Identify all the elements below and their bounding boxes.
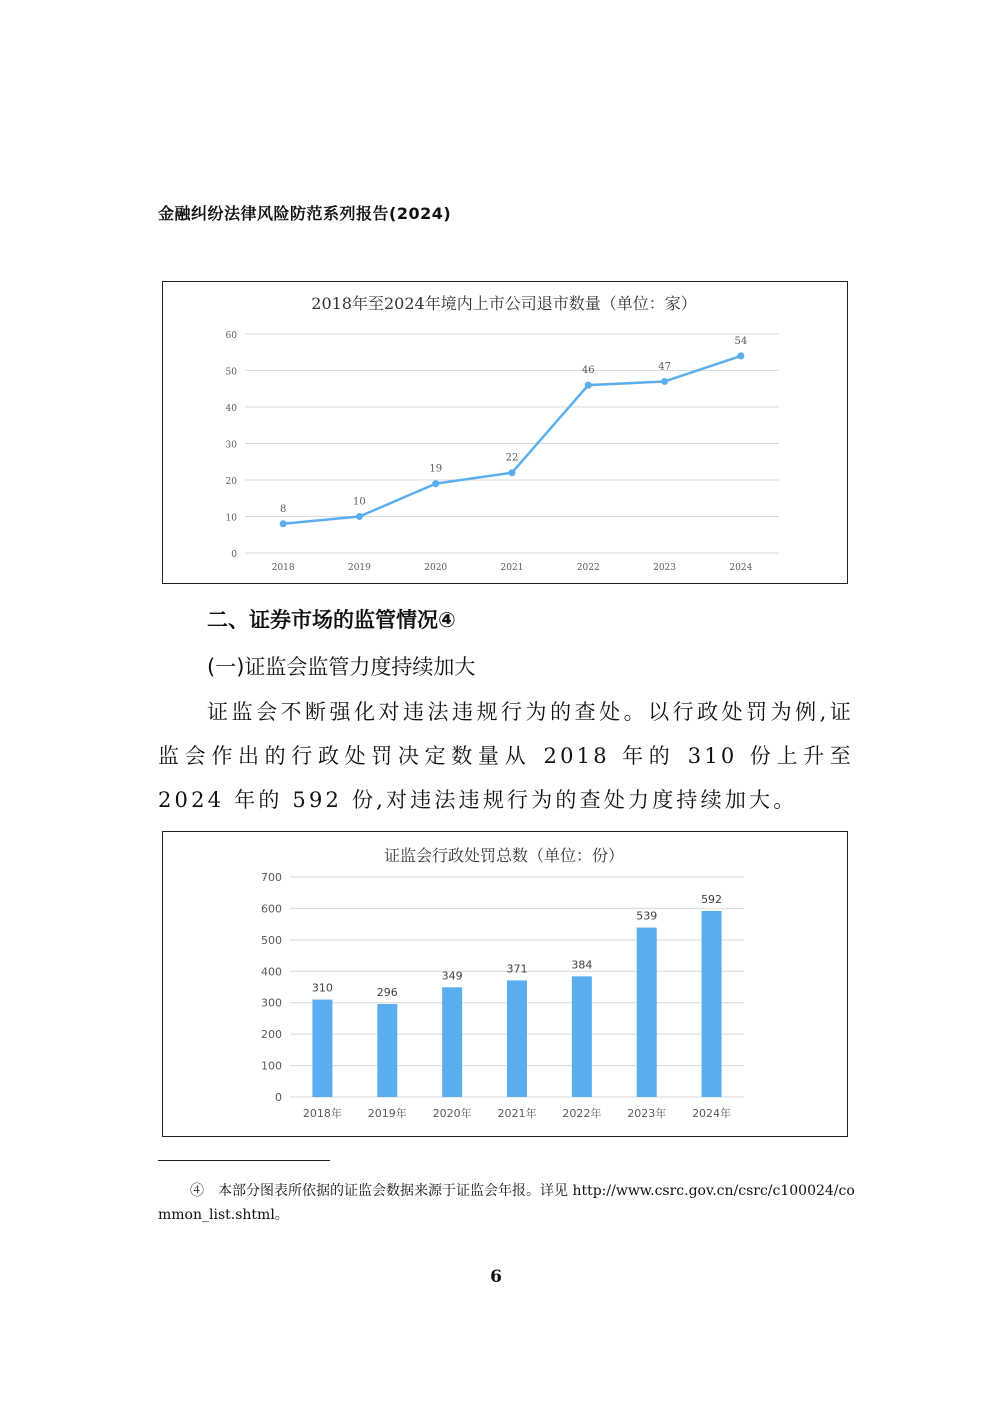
data-point xyxy=(509,469,516,476)
y-tick-label: 0 xyxy=(275,1091,282,1104)
body-paragraph: 证监会不断强化对违法违规行为的查处。以行政处罚为例,证监会作出的行政处罚决定数量从 2018 年的 310 份上升至 2024 年的 592 份,对违法违规行为的查处力度持续加大。 xyxy=(158,700,854,812)
data-point xyxy=(432,480,439,487)
data-point xyxy=(585,382,592,389)
y-tick-label: 200 xyxy=(261,1028,282,1042)
bar xyxy=(312,1000,332,1097)
y-tick-label: 50 xyxy=(225,367,237,378)
x-tick-label: 2019年 xyxy=(367,1107,407,1120)
data-label: 371 xyxy=(506,962,528,976)
x-tick-label: 2019 xyxy=(347,563,371,573)
bar xyxy=(377,1004,397,1097)
x-tick-label: 2022 xyxy=(576,563,600,573)
y-tick-label: 10 xyxy=(225,513,237,524)
data-label: 310 xyxy=(311,981,333,995)
x-tick-label: 2023年 xyxy=(627,1107,667,1120)
y-tick-label: 100 xyxy=(261,1059,282,1073)
data-label: 19 xyxy=(429,463,443,475)
data-point xyxy=(737,352,744,359)
bar xyxy=(702,911,722,1097)
y-tick-label: 0 xyxy=(231,550,237,560)
x-tick-label: 2020年 xyxy=(432,1107,472,1120)
y-tick-label: 30 xyxy=(225,440,237,451)
x-tick-label: 2018 xyxy=(271,563,295,573)
x-tick-label: 2022年 xyxy=(562,1107,602,1120)
x-tick-label: 2021 xyxy=(500,563,524,573)
chart-title: 证监会行政处罚总数（单位：份） xyxy=(383,846,625,865)
y-tick-label: 40 xyxy=(225,404,237,414)
data-label: 47 xyxy=(658,361,671,373)
y-tick-label: 300 xyxy=(261,996,282,1010)
data-label: 349 xyxy=(441,969,463,983)
data-point xyxy=(661,378,668,385)
bar xyxy=(442,987,462,1097)
x-tick-label: 2024 xyxy=(729,563,753,573)
bar xyxy=(572,976,592,1097)
bar xyxy=(637,928,657,1097)
y-tick-label: 600 xyxy=(261,902,282,916)
data-label: 592 xyxy=(701,892,723,906)
running-header: 金融纠纷法律风险防范系列报告(2024) xyxy=(158,204,452,223)
x-tick-label: 2024年 xyxy=(692,1107,732,1120)
chart-title: 2018年至2024年境内上市公司退市数量（单位：家） xyxy=(311,294,697,313)
penalty-bar-chart xyxy=(162,831,848,1137)
data-label: 296 xyxy=(376,985,398,999)
y-tick-label: 20 xyxy=(225,477,237,487)
x-tick-label: 2020 xyxy=(424,563,448,573)
delisting-line-chart-svg xyxy=(163,282,847,583)
bar xyxy=(507,980,527,1097)
data-label: 22 xyxy=(505,452,519,464)
data-label: 384 xyxy=(571,958,593,972)
data-label: 539 xyxy=(636,909,658,923)
data-label: 54 xyxy=(734,335,748,347)
x-tick-label: 2018年 xyxy=(302,1107,342,1120)
footnote: ④ 本部分图表所依据的证监会数据来源于证监会年报。详见 http://www.csrc.gov.cn/csrc/c100024/common_list.shtml。 xyxy=(158,1183,855,1223)
page-number: 6 xyxy=(490,1267,502,1287)
data-label: 8 xyxy=(279,503,287,515)
data-point xyxy=(356,513,363,520)
data-label: 46 xyxy=(581,365,595,377)
series-line xyxy=(283,356,741,524)
x-tick-label: 2021年 xyxy=(497,1107,537,1120)
delisting-line-chart xyxy=(162,281,848,584)
y-tick-label: 700 xyxy=(261,871,282,884)
data-label: 10 xyxy=(353,496,366,508)
y-tick-label: 400 xyxy=(261,965,282,979)
y-tick-label: 60 xyxy=(225,331,237,341)
section-heading: 二、证券市场的监管情况④ xyxy=(207,608,456,632)
penalty-bar-chart-svg xyxy=(163,832,847,1136)
data-point xyxy=(280,520,287,527)
x-tick-label: 2023 xyxy=(653,563,677,573)
footnote-divider xyxy=(158,1160,330,1161)
y-tick-label: 500 xyxy=(261,933,282,947)
sub-heading: (一)证监会监管力度持续加大 xyxy=(207,655,476,679)
